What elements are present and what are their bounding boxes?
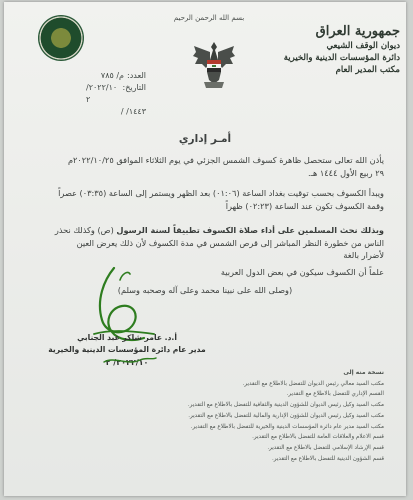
number-label: العدد: xyxy=(127,71,146,80)
hijri-date-value: ١٤٤٣/ / xyxy=(120,107,146,116)
date-label: التاريخ: xyxy=(122,83,146,92)
signature-underline-mark xyxy=(100,354,160,368)
copy-to-item: مكتب السيد معالي رئيس الديوان للتفضل بالاطلاع مع التقدير. xyxy=(242,380,384,387)
paragraph-line: يأذن الله تعالى ستحصل ظاهرة كسوف الشمس الجزئي في يوم الثلاثاء الموافق ٢٠٢٢/١٠/٢٥م xyxy=(67,155,384,165)
copy-to-item: القسم الإداري للتفضل بالاطلاع مع التقدير. xyxy=(286,391,384,398)
copy-to-item: مكتب السيد وكيل رئيس الديوان للشؤون الإدارية والمالية للتفضل بالاطلاع مع التقدير. xyxy=(188,412,384,419)
ministry-seal-logo xyxy=(38,15,84,61)
paragraph-rest: (ص) وكذلك نحذر الناس من خطورة النظر المباشر إلى قرص الشمس في مدة الكسوف لأن ذلك يعرض العين لأضرار بالغة xyxy=(54,225,384,260)
date-value: ٢٠٢٢/١٠/ ٢ xyxy=(86,83,118,104)
salawat-line: (وصلى الله على نبينا محمد وعلى آله وصحبه وسلم) xyxy=(117,285,293,295)
number-value: م/ ٧٨٥ xyxy=(100,71,125,80)
document-title: أمـر إداري xyxy=(178,133,232,145)
copy-to-item: قسم الشؤون الدينية للتفضل بالاطلاع مع التقدير. xyxy=(272,455,384,462)
signer-title: مدير عام دائرة المؤسسات الدينية والخيرية xyxy=(48,344,206,354)
copy-to-item: مكتب السيد وكيل رئيس الديوان للشؤون الدينية والثقافية للتفضل بالاطلاع مع التقدير. xyxy=(187,402,384,409)
country-name: جمهورية العراق xyxy=(315,24,400,39)
copy-to-item: مكتب السيد مدير عام دائرة المؤسسات الدينية والخيرية للتفضل بالاطلاع مع التقدير. xyxy=(190,423,384,430)
copy-to-header: نسخة منه إلى xyxy=(343,369,384,376)
paragraph-line: وقمة الكسوف تكون عند الساعة (٠٢:٢٣) ظهراً xyxy=(225,200,384,211)
paragraph-line: ٢٩ ربيع الأول ١٤٤٤ هـ. xyxy=(307,167,384,178)
directorate-name: دائرة المؤسسات الدينية والخيرية xyxy=(283,53,400,63)
signer-name: أ.د. عامر شاكر عبد الجنابي xyxy=(77,333,177,342)
copy-to-list xyxy=(114,368,384,464)
ministry-name: ديوان الوقف الشيعي xyxy=(326,41,400,51)
copy-to-item: قسم الإرشاد الإسلامي للتفضل بالاطلاع مع التقدير. xyxy=(267,444,384,451)
letterhead-text xyxy=(280,24,400,76)
closing-note: علماً أن الكسوف سيكون في بعض الدول العربية xyxy=(220,267,384,277)
office-name: مكتب المدير العام xyxy=(335,65,400,75)
document-page xyxy=(4,2,406,496)
signature-date: ٢٠٢٢/١٠/ ٢ xyxy=(105,358,149,367)
paragraph-prayer-warning xyxy=(54,224,384,262)
national-emblem-eagle-icon xyxy=(192,38,236,94)
paragraph-line: ويبدأ الكسوف بحسب توقيت بغداد الساعة (٠١:٠٦) بعد الظهر ويستمر إلى الساعة (٠٣:٣٥) عصراً xyxy=(58,188,384,198)
paragraph-lead: وبذلك نحث المسلمين على أداء صلاة الكسوف تطبيقاً لسنة الرسول xyxy=(116,225,384,235)
paragraph-eclipse-date xyxy=(54,154,384,179)
copy-to-item: قسم الاعلام والعلاقات العامة للتفضل بالاطلاع مع التقدير. xyxy=(252,434,384,441)
basmala: بسم الله الرحمن الرحيم xyxy=(173,14,245,22)
paragraph-eclipse-timing xyxy=(54,187,384,212)
document-meta xyxy=(86,70,146,118)
